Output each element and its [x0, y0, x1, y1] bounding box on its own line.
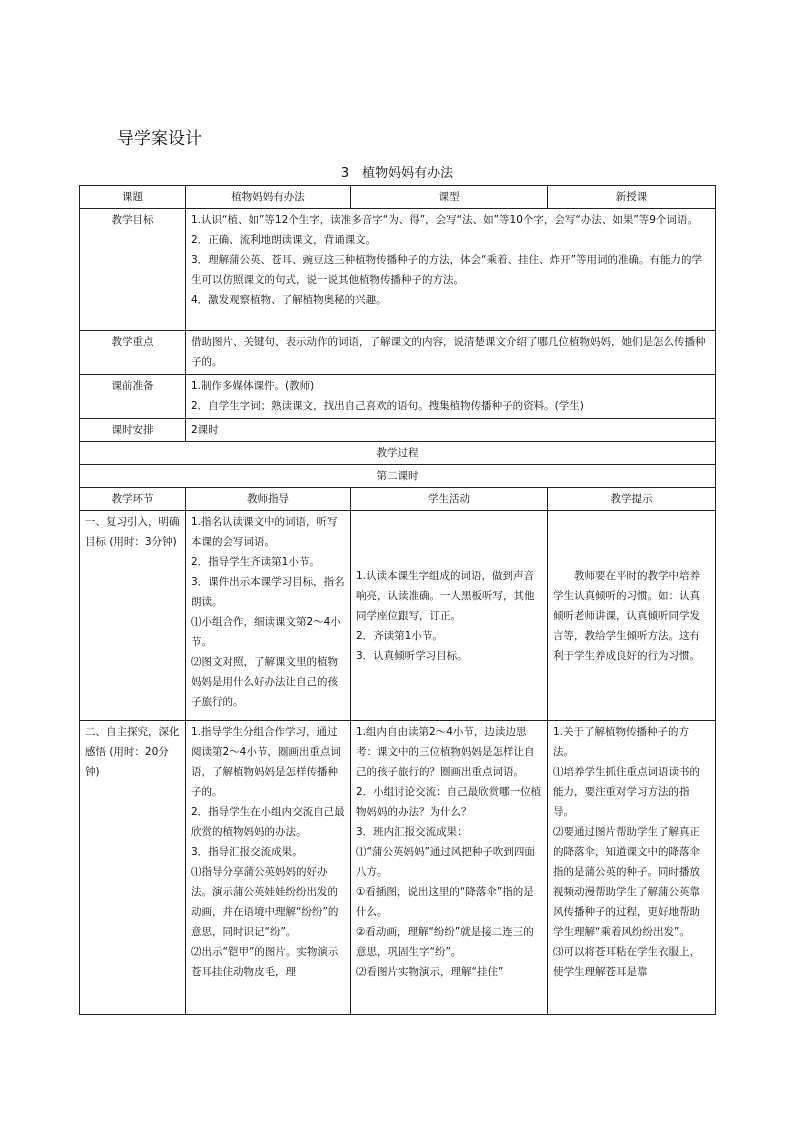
student-line: ①看插图，说出这里的“降落伞”指的是什么。 — [356, 886, 534, 918]
preparation-line: 1.制作多媒体课件。(教师) — [191, 380, 315, 392]
teacher-line: ⑴指导分享蒲公英妈妈的好办法。演示蒲公英娃娃纷纷出发的动画，并在语境中理解“纷纷”的意思，同时识记“纷”。 — [191, 866, 339, 938]
teacher-line: 2．指导学生齐读第1小节。 — [191, 556, 320, 568]
teacher-cell — [186, 721, 351, 1015]
student-line: 2．齐读第1小节。 — [356, 629, 443, 642]
preparation-content — [186, 375, 716, 419]
teacher-line: ⑵图文对照，了解课文里的植物妈妈是用什么好办法让自己的孩子旅行的。 — [191, 656, 338, 708]
objective-line: 3．理解蒲公英、苍耳、豌豆这三种植物传播种子的方法，体会“乘着、挂住、炸开”等用词的准确。有能力的学生可以仿照课文的句式，说一说其他植物传播种子的方法。 — [191, 254, 703, 286]
objectives-label: 教学目标 — [80, 209, 186, 331]
tips-line: ⑶可以将苍耳粘在学生衣服上，使学生理解苍耳是靠 — [553, 946, 700, 978]
student-cell — [351, 721, 548, 1015]
lesson-title: 3 植物妈妈有办法 — [340, 166, 454, 181]
key-points-content: 借助图片、关键句、表示动作的词语，了解课文的内容，说清楚课文介绍了哪几位植物妈妈，她们是怎么传播种子的。 — [186, 331, 716, 375]
teacher-line: ⑵出示“铠甲”的图片。实物演示苍耳挂住动物皮毛，理 — [191, 946, 339, 978]
stage-cell: 二、自主探究，深化感悟 (用时：20分钟) — [80, 721, 186, 1015]
key-points-label: 教学重点 — [80, 331, 186, 375]
student-line: 3．班内汇报交流成果： — [356, 826, 468, 838]
topic-label: 课题 — [80, 186, 186, 209]
student-line: ⑴“蒲公英妈妈”通过风把种子吹到四面八方。 — [356, 846, 535, 878]
student-line: 3．认真倾听学习目标。 — [356, 649, 468, 662]
student-cell — [351, 511, 548, 721]
type-label: 课型 — [351, 186, 548, 209]
objective-line: 2．正确、流利地朗读课文，背诵课文。 — [191, 234, 377, 246]
teacher-line: 2．指导学生在小组内交流自己最欣赏的植物妈妈的办法。 — [191, 806, 345, 838]
tips-line: ⑵要通过图片帮助学生了解真正的降落伞，知道课文中的降落伞指的是蒲公英的种子。同时播放视频动漫帮助学生了解蒲公英靠风传播种子的过程，更好地帮助学生理解“乘着风纷纷出发”。 — [553, 826, 700, 938]
column-header-stage: 教学环节 — [80, 488, 186, 511]
preparation-line: 2．自学生字词；熟读课文，找出自己喜欢的语句。搜集植物传播种子的资料。(学生) — [191, 400, 584, 412]
tips-line: ⑴培养学生抓住重点词语读书的能力，要注重对学习方法的指导。 — [553, 766, 700, 818]
tips-line: 教师要在平时的教学中培养学生认真倾听的习惯。如：认真倾听老师讲课，认真倾听同学发言等，教给学生倾听方法。这有利于学生养成良好的行为习惯。 — [553, 569, 700, 662]
student-line: 1.认读本课生字组成的词语，做到声音响亮，认读准确。一人黑板听写，其他同学座位跟写，订正。 — [356, 569, 535, 622]
column-header-tips: 教学提示 — [548, 488, 716, 511]
table-row — [80, 721, 716, 1015]
teacher-line: 1.指名认读课文中的词语，听写本课的会写词语。 — [191, 516, 338, 548]
period-title: 第二课时 — [80, 465, 716, 488]
column-header-student: 学生活动 — [351, 488, 548, 511]
process-title: 教学过程 — [80, 442, 716, 465]
tips-cell — [548, 721, 716, 1015]
schedule-label: 课时安排 — [80, 419, 186, 442]
table-row — [80, 511, 716, 721]
teacher-line: 3．指导汇报交流成果。 — [191, 846, 303, 858]
preparation-label: 课前准备 — [80, 375, 186, 419]
student-line: 2．小组讨论交流：自己最欣赏哪一位植物妈妈的办法？为什么？ — [356, 786, 542, 818]
objective-line: 4．激发观察植物、了解植物奥秘的兴趣。 — [191, 294, 387, 306]
document-title: 导学案设计 — [117, 129, 202, 149]
teacher-line: ⑴小组合作，细读课文第2～4小节。 — [191, 616, 341, 648]
student-line: ⑵看图片实物演示，理解“挂住” — [356, 966, 504, 978]
tips-line: 1.关于了解植物传播种子的方法。 — [553, 726, 690, 758]
teacher-line: 1.指导学生分组合作学习，通过阅读第2～4小节，圈画出重点词语，了解植物妈妈是怎样传播种子的。 — [191, 726, 341, 798]
teacher-cell — [186, 511, 351, 721]
objectives-content — [186, 209, 716, 331]
lesson-plan-table — [79, 185, 716, 1015]
topic-value: 植物妈妈有办法 — [186, 186, 351, 209]
objective-line: 1.认识“植、如”等12个生字，读准多音字“为、得”，会写“法、如”等10个字，会写“办法、如果”等9个词语。 — [191, 214, 698, 226]
type-value: 新授课 — [548, 186, 716, 209]
tips-cell — [548, 511, 716, 721]
column-header-teacher: 教师指导 — [186, 488, 351, 511]
student-line: ②看动画，理解“纷纷”就是接二连三的意思，巩固生字“纷”。 — [356, 926, 534, 958]
schedule-value: 2课时 — [186, 419, 716, 442]
teacher-line: 3．课件出示本课学习目标，指名朗读。 — [191, 576, 345, 608]
stage-cell: 一、复习引入，明确目标 (用时：3分钟) — [80, 511, 186, 721]
student-line: 1.组内自由读第2～4小节，边读边思考：课文中的三位植物妈妈是怎样让自己的孩子旅行的？圈画出重点词语。 — [356, 726, 535, 778]
